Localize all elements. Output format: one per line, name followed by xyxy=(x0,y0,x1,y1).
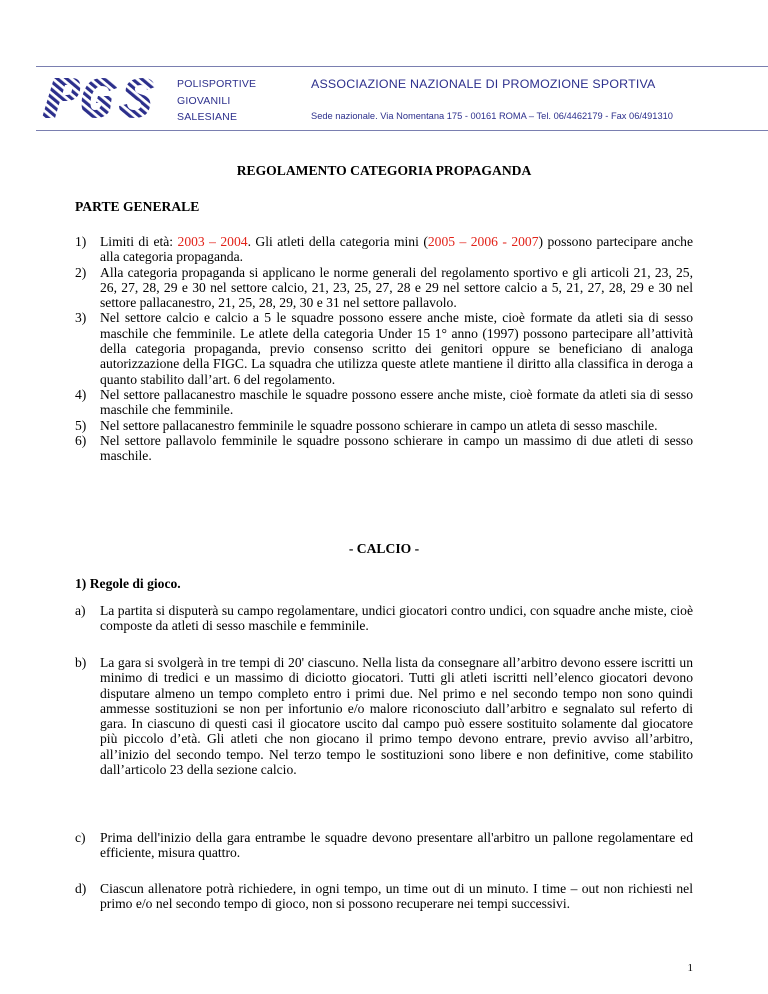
item-number: 6) xyxy=(75,432,87,448)
item-number: 4) xyxy=(75,386,87,402)
paragraph-label: b) xyxy=(75,655,87,670)
age-years-mini: 2005 – 2006 - 2007 xyxy=(427,234,539,249)
general-rule-item xyxy=(75,418,693,433)
paragraph-text: Prima dell'inizio della gara entrambe le squadre devono presentare all'arbitro un pallone regolamentare ed efficiente, misura quattro. xyxy=(100,830,693,861)
paragraph-label: d) xyxy=(75,881,87,896)
header-rule-top xyxy=(36,66,768,67)
item-text: Nel settore pallacanestro maschile le squadre possono essere anche miste, cioè formate da atleti sia di sesso maschile che femminile. xyxy=(100,386,693,418)
item-number: 3) xyxy=(75,310,87,326)
paragraph-text: La gara si svolgerà in tre tempi di 20' ciascuno. Nella lista da consegnare all’arbitro devono essere iscritti un minimo di tredici e un massimo di diciotto giocatori. Tutti gli atleti iscritti nell’elenco giocatori devono disputare almeno un tempo completo entro i primi due. Nel primo e nel secondo tempo non sono quindi ammesse sostituzioni se non per infortunio e/o malore riconosciuto dall’arbitro e segnalato sul referto di gara. In ciascuno di questi casi il giocatore uscito dal campo può essere sostituito solamente dal giocatore più piccolo d’età. Gli atleti che non giocano il primo tempo devono entrare, previo avviso all’arbitro, all’inizio del secondo tempo. Nel terzo tempo le sostituzioni sono libere e non definitive, come stabilito dall’articolo 23 della sezione calcio. xyxy=(100,655,693,778)
org-name xyxy=(177,76,256,126)
org-name-line-1: POLISPORTIVE xyxy=(177,78,257,90)
rule-paragraph-c xyxy=(75,830,693,861)
rule-paragraph-a xyxy=(75,603,693,634)
age-years-team: 2003 – 2004 xyxy=(177,234,248,249)
general-rule-item xyxy=(75,433,693,464)
paragraph-text: Ciascun allenatore potrà richiedere, in ogni tempo, un time out di un minuto. I time – out non richiesti nel primo e/o nel secondo tempo di gioco, non si possono recuperare nei tempi successivi. xyxy=(100,881,693,912)
general-rule-item xyxy=(75,265,693,311)
general-rules-list xyxy=(75,234,693,463)
rule-paragraph-b xyxy=(75,655,693,777)
pgs-logo xyxy=(40,74,160,120)
page-number: 1 xyxy=(687,962,693,974)
paragraph-label: a) xyxy=(75,603,86,618)
general-rule-item xyxy=(75,387,693,418)
paragraph-text: La partita si disputerà su campo regolamentare, undici giocatori contro undici, con squadre anche miste, cioè composte da atleti di sesso maschile e femminile. xyxy=(100,603,693,634)
subheading-game-rules: 1) Regole di gioco. xyxy=(75,576,181,591)
general-rule-item xyxy=(75,310,693,386)
item-text-part: ) possono partecipare anche alla categoria propaganda. xyxy=(100,234,694,265)
item-text-part: . Gli atleti della categoria mini ( xyxy=(247,234,428,249)
paragraph-label: c) xyxy=(75,830,86,845)
item-text: Nel settore pallavolo femminile le squadre possono schierare in campo un massimo di due atleti di sesso maschile. xyxy=(100,432,693,464)
item-text-part: Limiti di età: xyxy=(100,234,178,249)
headquarters-address: Sede nazionale. Via Nomentana 175 - 00161 ROMA – Tel. 06/4462179 - Fax 06/491310 xyxy=(311,111,673,121)
section-heading-general: PARTE GENERALE xyxy=(75,199,200,214)
item-number: 1) xyxy=(75,234,87,249)
org-name-line-3: SALESIANE xyxy=(177,111,238,123)
section-heading-calcio: - CALCIO - xyxy=(348,541,420,556)
item-text: Alla categoria propaganda si applicano le norme generali del regolamento sportivo e gli articoli 21, 23, 25, 26, 27, 28, 29 e 30 nel settore calcio, 21, 23, 25, 27, 28 e 29 nel settore calcio a 5, 21, 27, 28, 29 e 30 nel settore pallacanestro, 21, 25, 28, 29, 30 e 31 nel settore pallavolo. xyxy=(100,264,693,311)
item-text: Nel settore pallacanestro femminile le squadre possono schierare in campo un atleta di sesso maschile. xyxy=(100,417,658,433)
header-rule-bottom xyxy=(36,130,768,131)
item-number: 2) xyxy=(75,264,87,280)
item-number: 5) xyxy=(75,417,87,433)
rule-paragraph-d xyxy=(75,881,693,912)
document-title: REGOLAMENTO CATEGORIA PROPAGANDA xyxy=(236,163,532,178)
org-name-line-2: GIOVANILI xyxy=(177,94,231,107)
item-text: Nel settore calcio e calcio a 5 le squadre possono essere anche miste, cioè formate da atleti sia di sesso maschile che femminile. Le atlete della categoria Under 15 1° anno (1997) possono partecipare all’attività della categoria propaganda, previo consenso scritto dei genitori oppure se beneficiano di analoga autorizzazione della FIGC. La squadra che utilizza queste atlete mantiene il diritto alla classifica in deroga a quanto stabilito dall’art. 6 del regolamento. xyxy=(100,310,693,387)
association-title: ASSOCIAZIONE NAZIONALE DI PROMOZIONE SPORTIVA xyxy=(311,77,656,91)
general-rule-item xyxy=(75,234,693,265)
